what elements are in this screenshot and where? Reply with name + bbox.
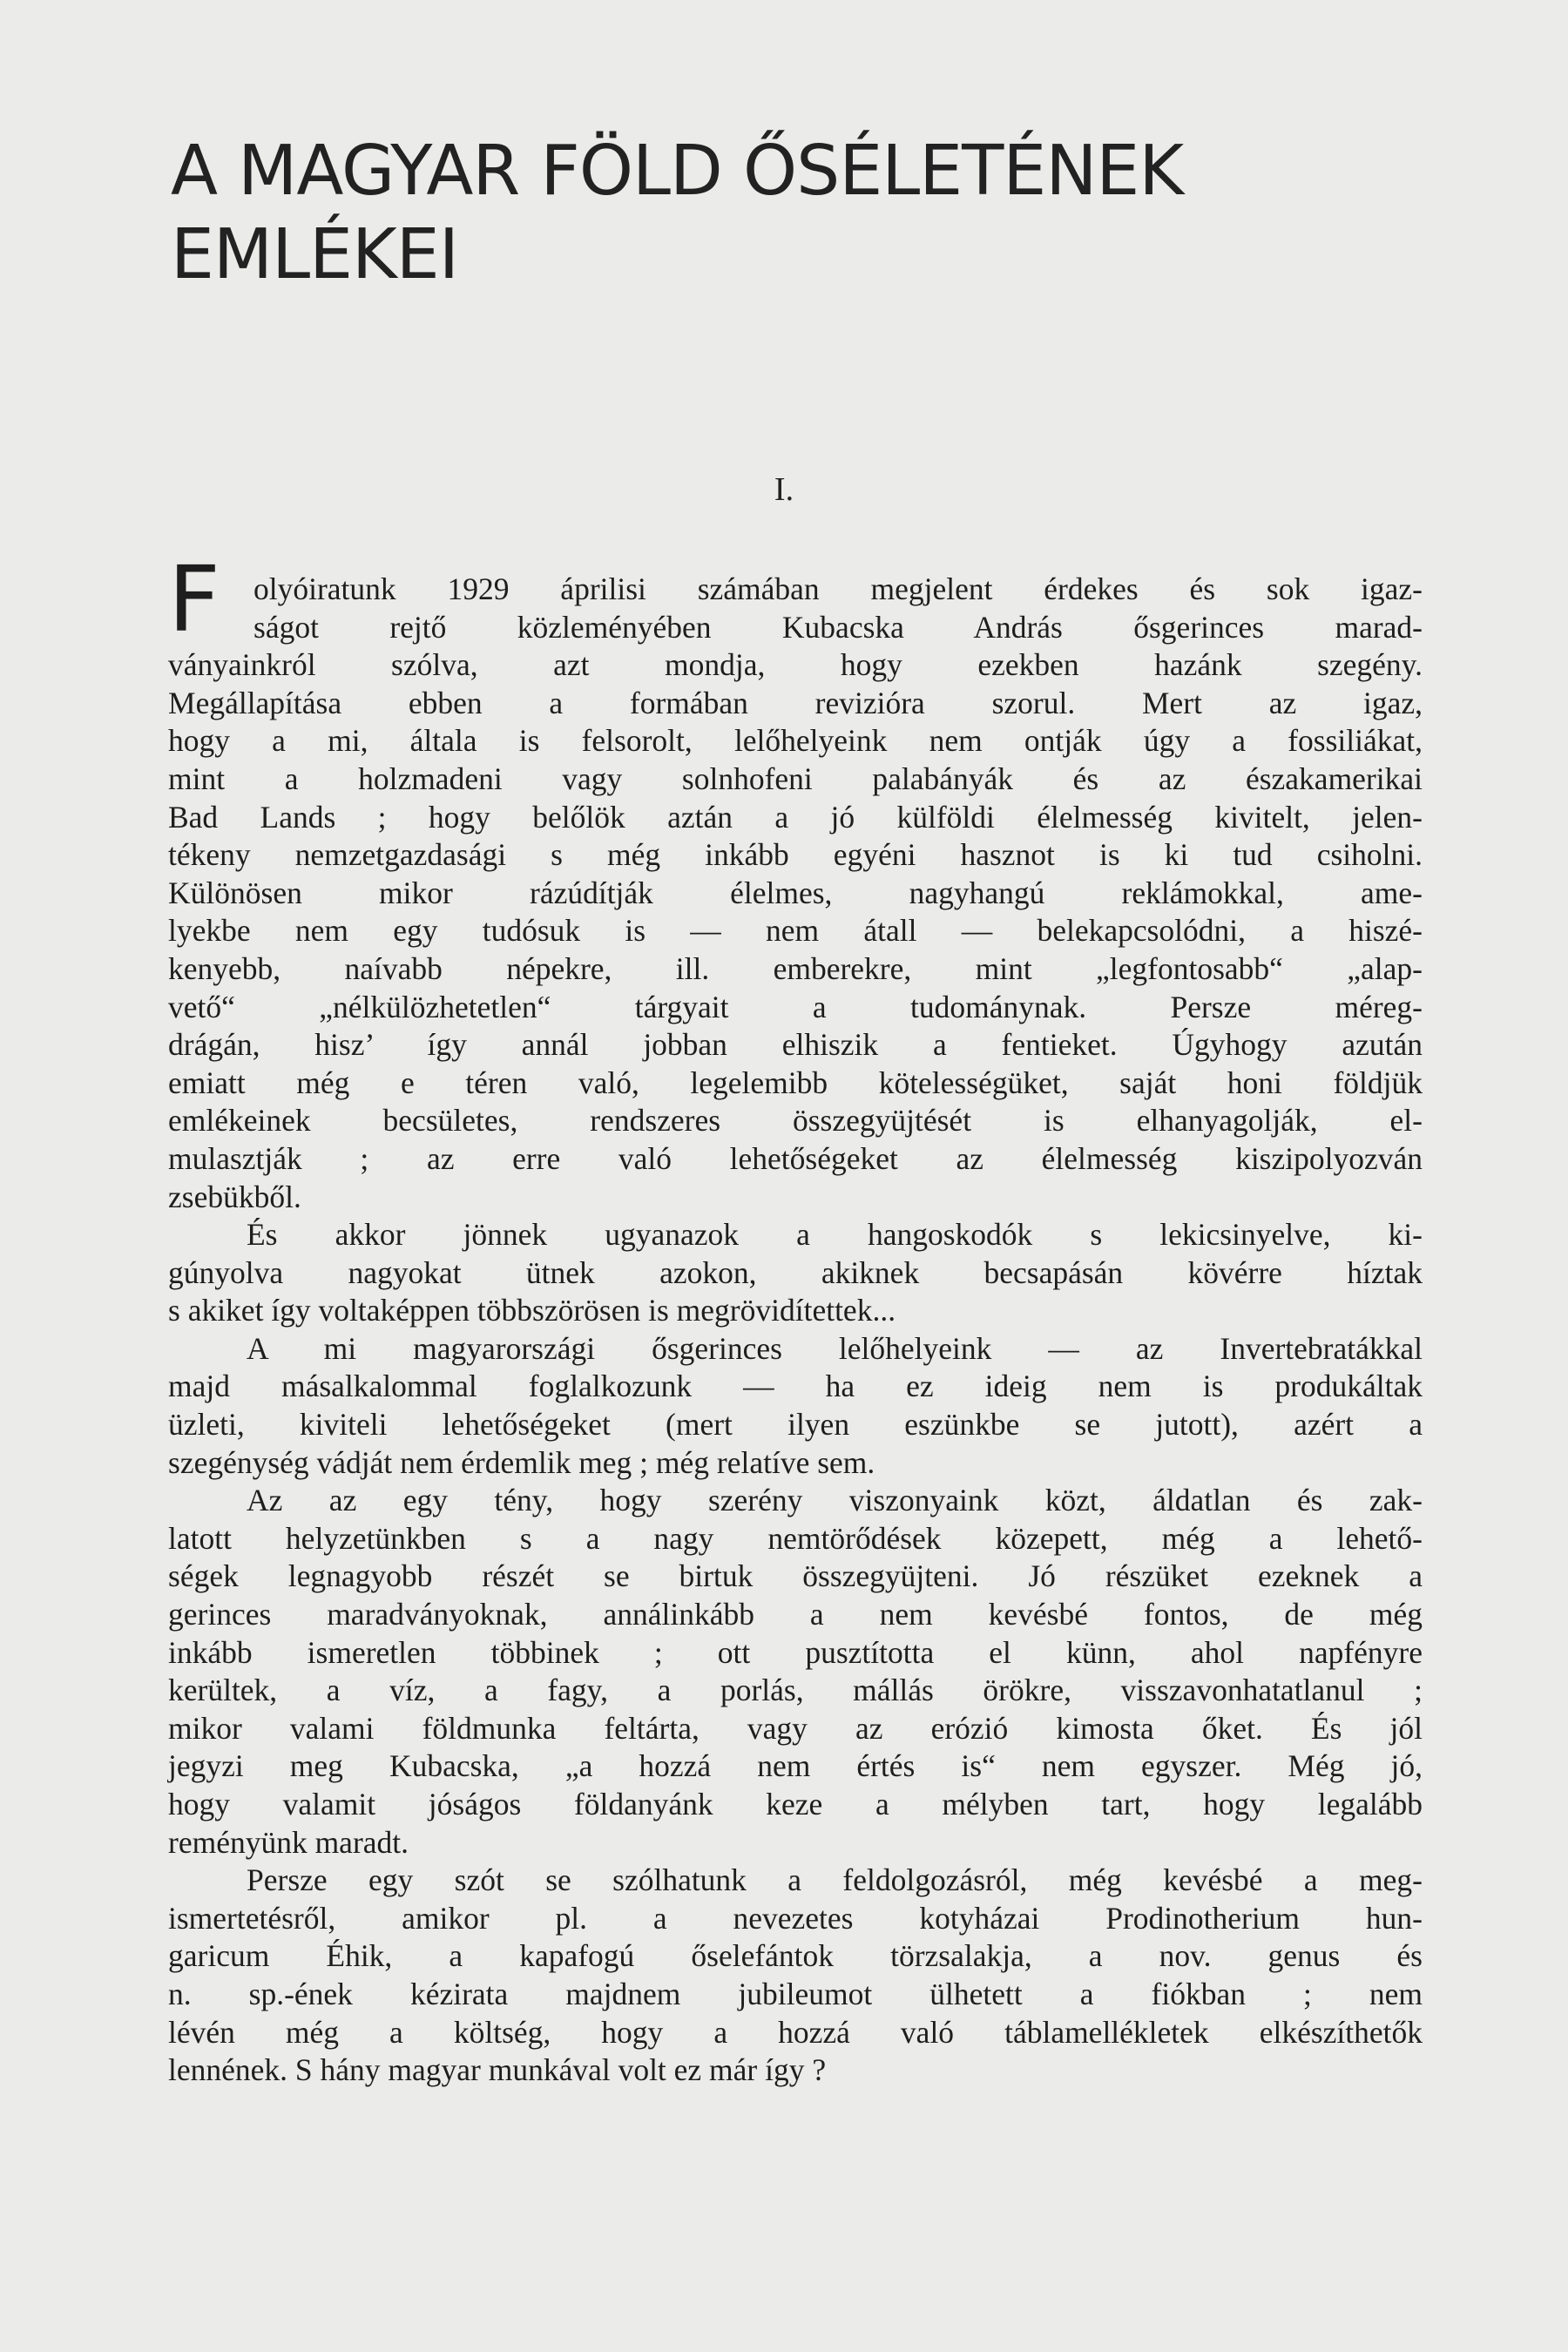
body-text-line: drágán, hisz’ így annál jobban elhiszik a fentieket. Úgyhogy azután (168, 1027, 1423, 1063)
article-title-line-2: EMLÉKEI (171, 214, 459, 294)
body-text-line: n. sp.-ének kézirata majdnem jubileumot ülhetett a fiókban ; nem (168, 1976, 1423, 2011)
section-number: I. (774, 471, 794, 508)
body-text-line: kerültek, a víz, a fagy, a porlás, mállás örökre, visszavonhatatlanul ; (168, 1673, 1423, 1708)
body-text-line: ismertetésről, amikor pl. a nevezetes kotyházai Prodinotherium hun- (168, 1900, 1423, 1936)
body-text-line: garicum Éhik, a kapafogú őselefántok törzsalakja, a nov. genus és (168, 1938, 1423, 1974)
drop-cap: F (168, 546, 220, 652)
body-text-line: zsebükből. (168, 1179, 301, 1214)
body-text-line: lévén még a költség, hogy a hozzá való táblamellékletek elkészíthetők (168, 2014, 1423, 2050)
body-text-line: emiatt még e téren való, legelemibb kötelességüket, saját honi földjük (168, 1064, 1423, 1100)
body-text-line: ságot rejtő közleményében Kubacska András ősgerinces marad- (253, 609, 1423, 645)
body-text-line: gerinces maradványoknak, annálinkább a nem kevésbé fontos, de még (168, 1597, 1423, 1632)
body-text-line: s akiket így voltaképpen többszörösen is megrövidítettek... (168, 1293, 896, 1328)
body-text-line: mulasztják ; az erre való lehetőségeket az élelmesség kiszipolyozván (168, 1140, 1423, 1176)
body-text-line: latott helyzetünkben s a nagy nemtörődések közepett, még a lehető- (168, 1520, 1423, 1556)
body-text-line: üzleti, kiviteli lehetőségeket (mert ilyen eszünkbe se jutott), azért a (168, 1407, 1423, 1443)
body-text-line: kenyebb, naívabb népekre, ill. emberekre, mint „legfontosabb“ „alap- (168, 950, 1423, 986)
body-text-line: A mi magyarországi ősgerinces lelőhelyeink — az Invertebratákkal (247, 1330, 1423, 1366)
body-text-line: mint a holzmadeni vagy solnhofeni palabányák és az északamerikai (168, 760, 1423, 796)
body-text-line: Megállapítása ebben a formában revizióra szorul. Mert az igaz, (168, 685, 1423, 720)
body-text-line: reményünk maradt. (168, 1824, 409, 1860)
article-body (168, 571, 1423, 2090)
body-text-line: tékeny nemzetgazdasági s még inkább egyéni hasznot is ki tud csiholni. (168, 837, 1423, 873)
body-text-line: Bad Lands ; hogy belőlök aztán a jó külföldi élelmesség kivitelt, jelen- (168, 799, 1423, 835)
body-text-line: lyekbe nem egy tudósuk is — nem átall — belekapcsolódni, a hiszé- (168, 913, 1423, 949)
body-text-line: olyóiratunk 1929 áprilisi számában megjelent érdekes és sok igaz- (253, 571, 1423, 606)
article-title (171, 129, 1408, 296)
body-text-line: emlékeinek becsületes, rendszeres összegyüjtését is elhanyagolják, el- (168, 1103, 1423, 1139)
body-text-line: Különösen mikor rázúdítják élelmes, nagyhangú reklámokkal, ame- (168, 875, 1423, 910)
body-text-line: lennének. S hány magyar munkával volt ez már így ? (168, 2052, 827, 2088)
article-title-line-1: A MAGYAR FÖLD ŐSÉLETÉNEK (171, 131, 1184, 211)
body-text-line: mikor valami földmunka feltárta, vagy az erózió kimosta őket. És jól (168, 1710, 1423, 1746)
body-text-line: ségek legnagyobb részét se birtuk összegyüjteni. Jó részüket ezeknek a (168, 1558, 1423, 1594)
body-text-line: majd másalkalommal foglalkozunk — ha ez ideig nem is produkáltak (168, 1369, 1423, 1404)
body-text-line: ványainkról szólva, azt mondja, hogy ezekben hazánk szegény. (168, 647, 1423, 683)
body-text-line: Az az egy tény, hogy szerény viszonyaink közt, áldatlan és zak- (247, 1483, 1423, 1518)
body-text-line: hogy a mi, általa is felsorolt, lelőhelyeink nem ontják úgy a fossiliákat, (168, 723, 1423, 759)
body-text-line: szegénység vádját nem érdemlik meg ; még relatíve sem. (168, 1444, 875, 1480)
body-text-line: gúnyolva nagyokat ütnek azokon, akiknek becsapásán kövérre híztak (168, 1254, 1423, 1290)
body-text-line: inkább ismeretlen többinek ; ott pusztította el künn, ahol napfényre (168, 1634, 1423, 1670)
body-text-line: vető“ „nélkülözhetetlen“ tárgyait a tudománynak. Persze méreg- (168, 989, 1423, 1024)
body-text-line: hogy valamit jóságos földanyánk keze a mélyben tart, hogy legalább (168, 1787, 1423, 1821)
body-text-line: És akkor jönnek ugyanazok a hangoskodók s lekicsinyelve, ki- (247, 1217, 1423, 1253)
body-text-line: jegyzi meg Kubacska, „a hozzá nem értés is“ nem egyszer. Még jó, (168, 1748, 1423, 1784)
body-text-line: Persze egy szót se szólhatunk a feldolgozásról, még kevésbé a meg- (247, 1862, 1423, 1898)
